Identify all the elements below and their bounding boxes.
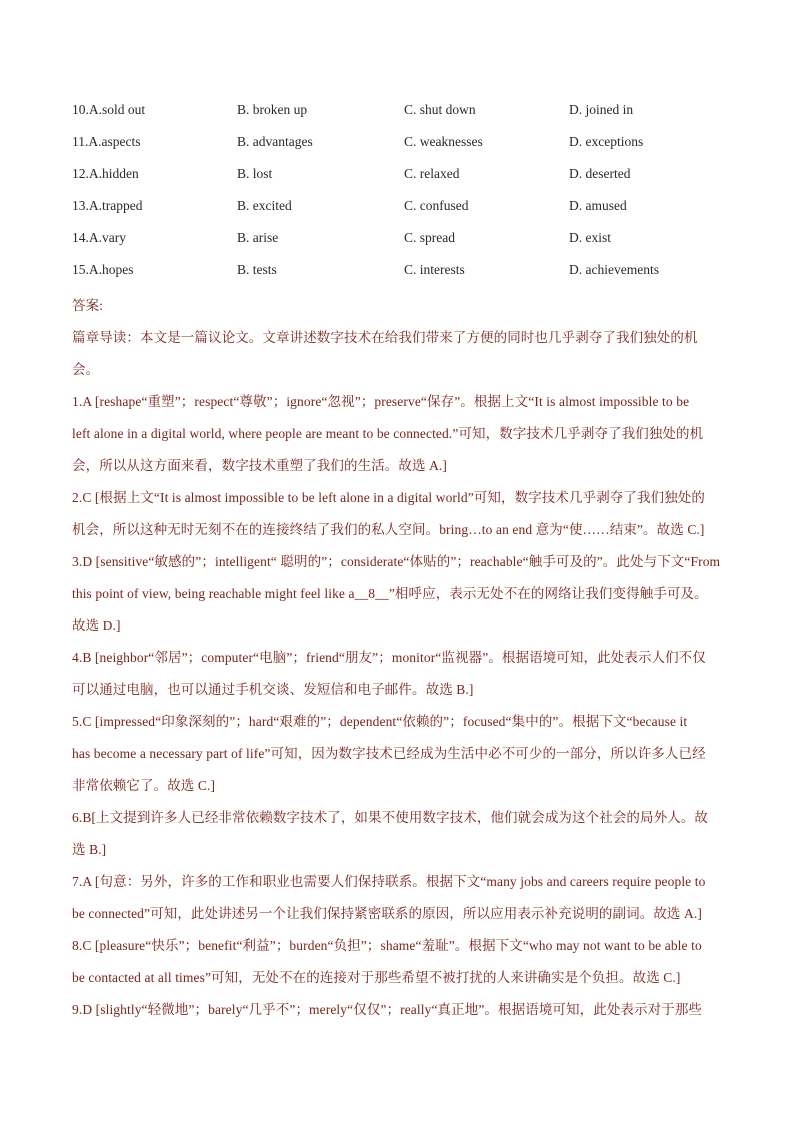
option-d: D. exceptions [569,134,644,149]
option-d: D. joined in [569,102,634,117]
answers-label: 答案: [72,298,104,313]
option-d: D. amused [569,198,627,213]
answer-line: 5.C [impressed“印象深刻的”；hard“艰难的”；dependent“依赖的”；focused“集中的”。根据下文“because it [72,714,688,729]
option-c: C. spread [404,230,455,245]
options-row-12 [72,164,752,196]
option-a: 11.A.aspects [72,134,141,149]
answer-line: be contacted at all times”可知，无处不在的连接对于那些希望不被打扰的人来讲确实是个负担。故选 C.] [72,970,681,985]
option-b: B. advantages [237,134,313,149]
option-b: B. lost [237,166,273,181]
option-c: C. interests [404,262,465,277]
answer-line: 会。 [72,362,100,377]
answer-line: 4.B [neighbor“邻居”；computer“电脑”；friend“朋友”；monitor“监视器”。根据语境可知，此处表示人们不仅 [72,650,706,665]
answer-line: 3.D [sensitive“敏感的”；intelligent“ 聪明的”；considerate“体贴的”；reachable“触手可及的”。此处与下文“From [72,554,721,569]
option-c: C. confused [404,198,469,213]
answer-line: 故选 D.] [72,618,121,633]
options-table [72,100,752,292]
option-c: C. relaxed [404,166,460,181]
option-d: D. deserted [569,166,631,181]
answer-line: 8.C [pleasure“快乐”；benefit“利益”；burden“负担”；shame“羞耻”。根据下文“who may not want to be able to [72,938,702,953]
option-a: 14.A.vary [72,230,126,245]
answer-line: left alone in a digital world, where people are meant to be connected.”可知，数字技术几乎剥夺了我们独处的机 [72,426,704,441]
option-c: C. shut down [404,102,476,117]
options-row-14 [72,228,752,260]
answer-line: 会，所以从这方面来看，数字技术重塑了我们的生活。故选 A.] [72,458,447,473]
option-a: 12.A.hidden [72,166,139,181]
option-a: 10.A.sold out [72,102,146,117]
answers-section [72,290,732,1026]
answer-line: 非常依赖它了。故选 C.] [72,778,216,793]
option-b: B. arise [237,230,279,245]
answer-line: 机会，所以这种无时无刻不在的连接终结了我们的私人空间。bring…to an end 意为“使……结束”。故选 C.] [72,522,705,537]
answer-line: has become a necessary part of life”可知，因为数字技术已经成为生活中必不可少的一部分，所以许多人已经 [72,746,706,761]
options-row-11 [72,132,752,164]
option-a: 13.A.trapped [72,198,143,213]
answer-line: 2.C [根据上文“It is almost impossible to be left alone in a digital world”可知，数字技术几乎剥夺了我们独处的 [72,490,706,505]
answer-line: 选 B.] [72,842,107,857]
options-row-13 [72,196,752,228]
option-b: B. broken up [237,102,308,117]
answer-line: 9.D [slightly“轻微地”；barely“几乎不”；merely“仅仅”；really“真正地”。根据语境可知，此处表示对于那些 [72,1002,703,1017]
options-row-15 [72,260,752,292]
answer-line: 6.B[上文提到许多人已经非常依赖数字技术了，如果不使用数字技术，他们就会成为这个社会的局外人。故 [72,810,709,825]
answer-line: 7.A [句意：另外，许多的工作和职业也需要人们保持联系。根据下文“many jobs and careers require people to [72,874,706,889]
option-a: 15.A.hopes [72,262,134,277]
answer-line: this point of view, being reachable might feel like a__8__”相呼应，表示无处不在的网络让我们变得触手可及。 [72,586,708,601]
answer-line: 1.A [reshape“重塑”；respect“尊敬”；ignore“忽视”；preserve“保存”。根据上文“It is almost impossible to be [72,394,690,409]
option-c: C. weaknesses [404,134,483,149]
answer-line: be connected”可知，此处讲述另一个让我们保持紧密联系的原因，所以应用表示补充说明的副词。故选 A.] [72,906,702,921]
options-row-10 [72,100,752,132]
answer-line: 篇章导读：本文是一篇议论文。文章讲述数字技术在给我们带来了方便的同时也几乎剥夺了我们独处的机 [72,330,698,345]
answer-line: 可以通过电脑，也可以通过手机交谈、发短信和电子邮件。故选 B.] [72,682,474,697]
option-b: B. excited [237,198,292,213]
option-d: D. achievements [569,262,659,277]
option-b: B. tests [237,262,277,277]
option-d: D. exist [569,230,611,245]
